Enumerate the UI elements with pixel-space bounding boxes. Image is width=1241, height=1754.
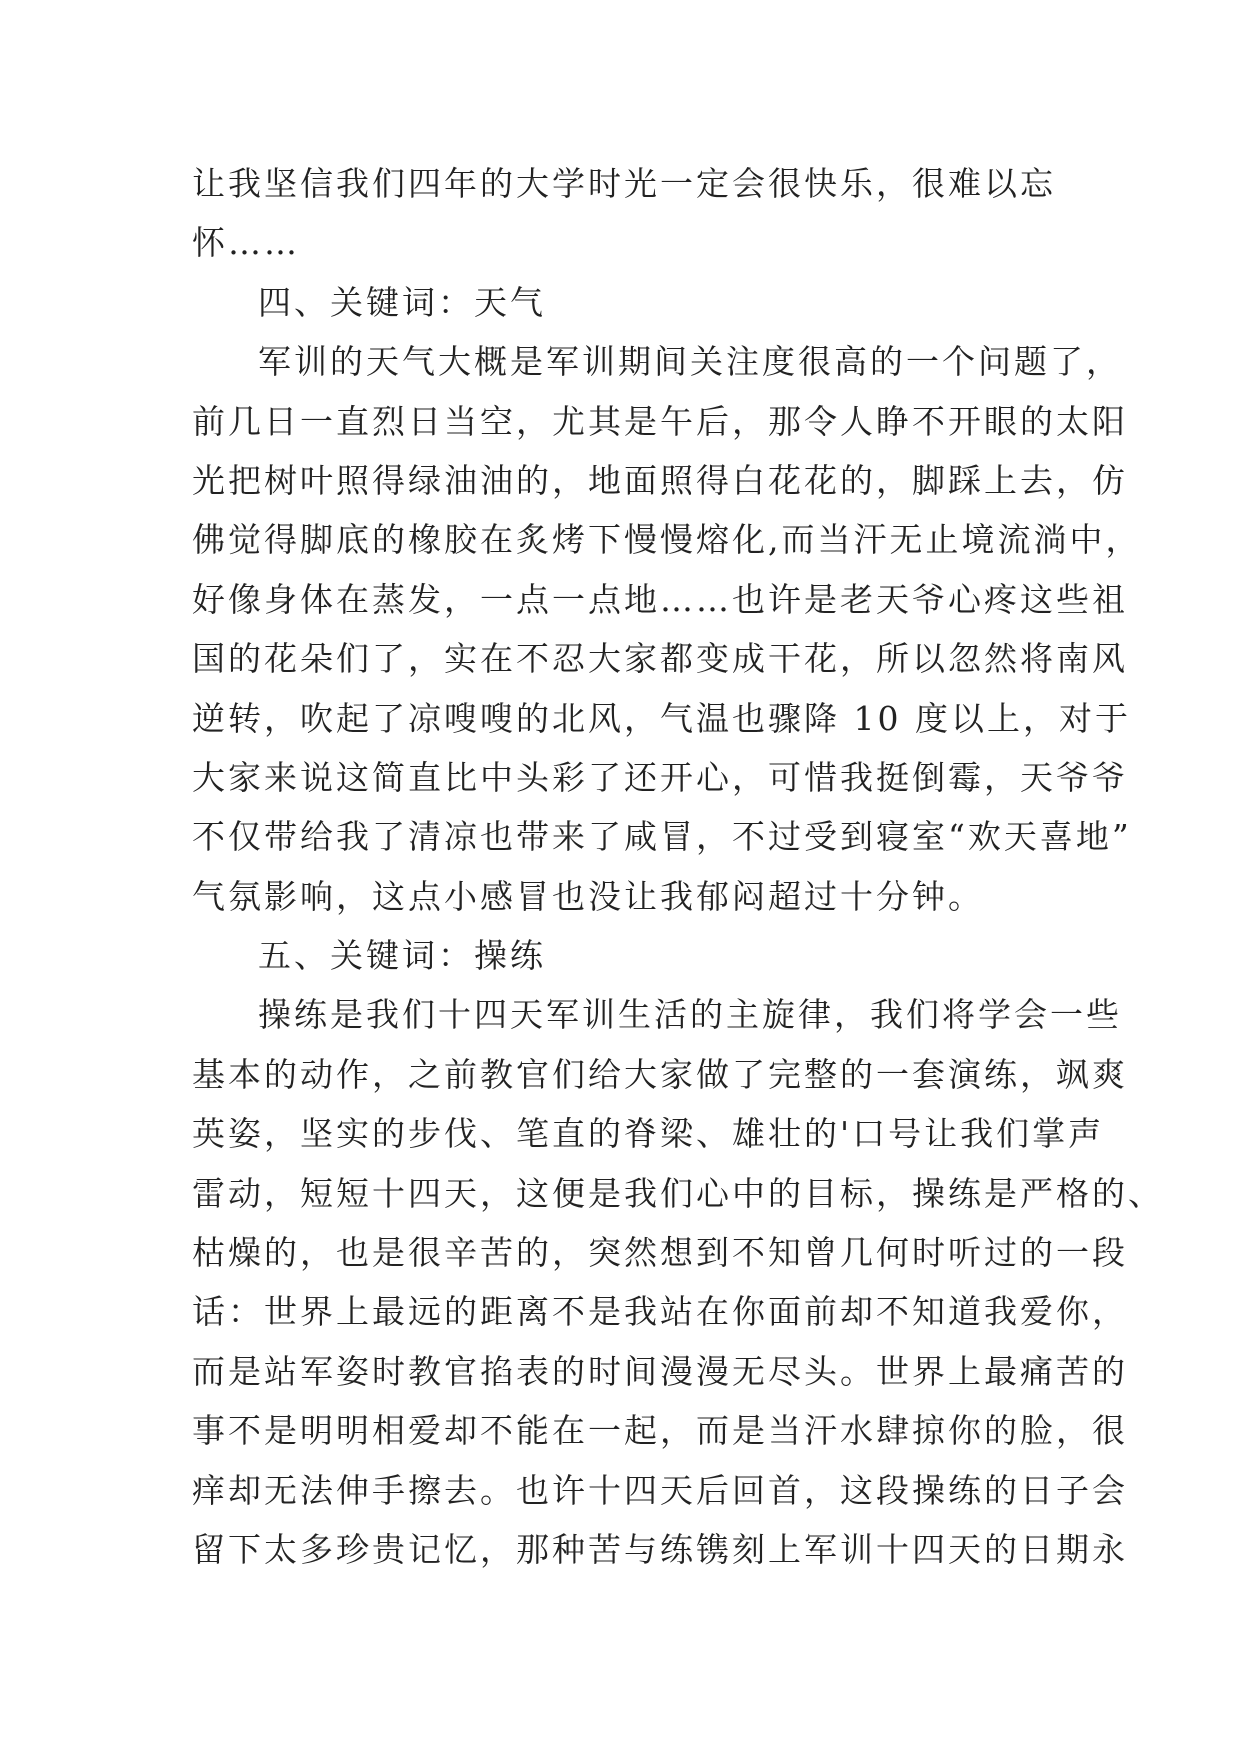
text-line: 留下太多珍贵记忆，那种苦与练镌刻上军训十四天的日期永 [192, 1529, 1128, 1569]
text-line: 大家来说这简直比中头彩了还开心，可惜我挺倒霉，天爷爷 [192, 757, 1128, 797]
text-line: 基本的动作，之前教官们给大家做了完整的一套演练，飒爽 [192, 1054, 1128, 1094]
text-line: 英姿，坚实的步伐、笔直的脊梁、雄壮的'口号让我们掌声 [192, 1114, 1105, 1154]
text-line: 气氛影响，这点小感冒也没让我郁闷超过十分钟。 [192, 876, 984, 916]
section-heading-weather: 四、关键词：天气 [258, 282, 546, 322]
text-line: 怀…… [192, 223, 300, 263]
section-heading-drill: 五、关键词：操练 [258, 936, 546, 976]
paragraph-start: 操练是我们十四天军训生活的主旋律，我们将学会一些 [258, 995, 1122, 1035]
text-line: 而是站军姿时教官掐表的时间漫漫无尽头。世界上最痛苦的 [192, 1351, 1128, 1391]
text-line: 事不是明明相爱却不能在一起，而是当汗水肆掠你的脸，很 [192, 1411, 1128, 1451]
text-line: 逆转，吹起了凉嗖嗖的北风，气温也骤降 10 度以上，对于 [192, 698, 1131, 738]
text-line: 不仅带给我了清凉也带来了咸冒，不过受到寝室“欢天喜地” [192, 817, 1132, 857]
text-line: 光把树叶照得绿油油的，地面照得白花花的，脚踩上去，仿 [192, 460, 1128, 500]
text-line: 话：世界上最远的距离不是我站在你面前却不知道我爱你， [192, 1292, 1128, 1332]
text-line: 国的花朵们了，实在不忍大家都变成干花，所以忽然将南风 [192, 639, 1128, 679]
text-line: 雷动，短短十四天，这便是我们心中的目标，操练是严格的、 [192, 1173, 1164, 1213]
document-body [192, 154, 1164, 1579]
text-line: 前几日一直烈日当空，尤其是午后，那令人睁不开眼的太阳 [192, 401, 1128, 441]
paragraph-start: 军训的天气大概是军训期间关注度很高的一个问题了， [258, 342, 1122, 382]
text-line: 好像身体在蒸发，一点一点地……也许是老天爷心疼这些祖 [192, 579, 1128, 619]
text-line: 佛觉得脚底的橡胶在炙烤下慢慢熔化,而当汗无止境流淌中， [192, 520, 1142, 560]
text-line: 枯燥的，也是很辛苦的，突然想到不知曾几何时听过的一段 [192, 1233, 1128, 1273]
text-line: 让我坚信我们四年的大学时光一定会很快乐，很难以忘 [192, 164, 1056, 203]
text-line: 痒却无法伸手擦去。也许十四天后回首，这段操练的日子会 [192, 1470, 1128, 1510]
